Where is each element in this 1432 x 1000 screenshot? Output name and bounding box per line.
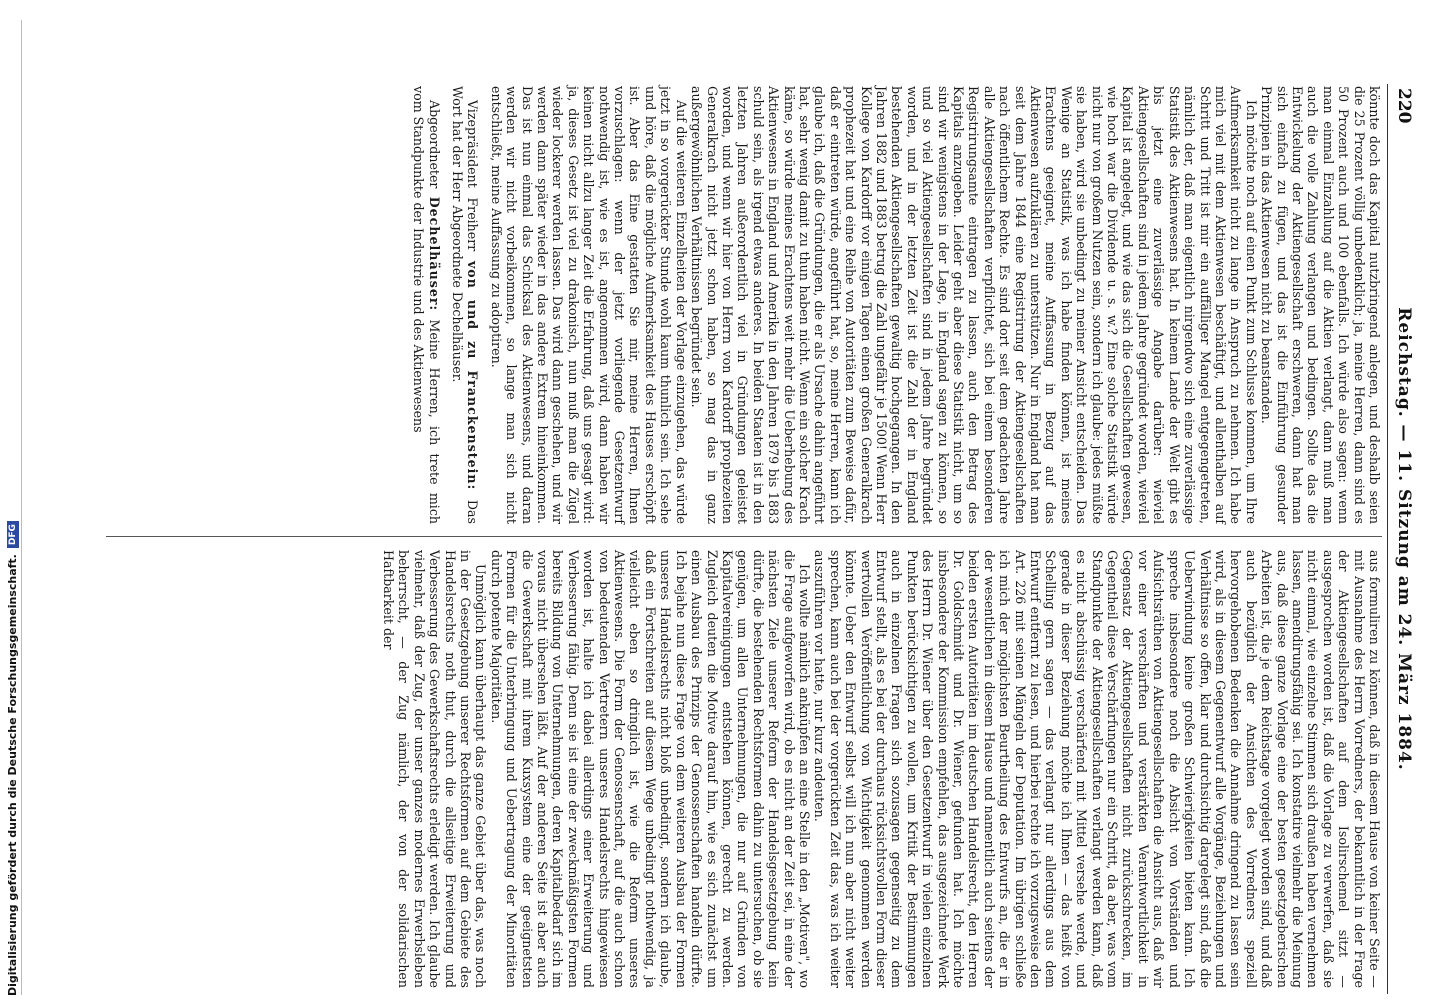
paragraph: könnte doch das Kapital nutzbringend anlegen, und deshalb seien die 25 Prozent völlig unbedenklich; ja, meine Herren, dann sind es 50 Prozent auch und 100 ebenfalls. Ich würde also sagen: wenn man einmal Einzahlung auf die Aktien verlangt, dann muß man auch die volle Zahlung verlangen und bedingen. Sollte das die Entwickelung der Aktiengesellschaft erschweren, dann hat man sich einfach zu fügen, und das ist die Einführung gesunder Prinzipien in das Aktienwesen nicht zu beanstanden. xyxy=(1259,86,1382,524)
page-header xyxy=(1390,84,1416,994)
paragraph: aus formuliren zu können, daß in diesem Hause von keiner Seite — mit Ausnahme des Herrn Vorredners, der bekanntlich in der Frage der Aktiengesellschaften auf dem Isolirschemel sitzt — ausgesprochen worden ist, daß die Vorlage zu verwerfen, daß sie nicht einmal, wie einzelne Stimmen sich draußen haben vernehmen lassen, amendirungsfähig sei. Ich konstatire vielmehr die Meinung aus, daß diese ganze Vorlage eine der besten gesetzgeberischen Arbeiten ist, die je dem Reichstage vorgelegt worden sind, und daß auch bezüglich der Ansichten des Vorredners speziell hervorgehobenen Bedenken die Annahme dringend zu lassen sein wird, als in diesem Gegenentwurf alle Vorgänge, Beziehungen und Verhältnisse so offen, klar und durchsichtig dargelegt sind, daß die Ueberwindung keine großen Schwierigkeiten bieten kann. Ich spreche insbesondere noch die Absicht von Vorständen und Aufsichtsräthen von Aktiengesellschaften die Ansicht aus, daß wir vor einer verschärften und verstärkten Verantwortlichkeit in Gegensatz der Aktiengesellschaften nicht zurückschrecken, im Gegentheil diese Verschärfungen nur ein Schritt, da aber, was vom Standpunkte der Aktiengesellschaften verlangt werden kann, daß es nicht abschüssig verschärfend mit Mittel versehe werde, und gerade in dieser Beziehung möchte ich Ihnen — das heißt von Schelling gern sagen — das verlangt nur allerdings aus dem Entwurf entfernt zu lesen, und hierbei rechte ich vorzugsweise den Art. 226 mit seinen Mängeln der Deputation. Im übrigen schließe ich mich der möglichsten Beurtheilung des Entwurfs an, die er in der wesentlichen in diesem Hause und namentlich auch seitens der beiden ersten Autoritäten im deutschen Handelsrecht, den Herren Dr. Goldschmidt und Dr. Wiener, gefunden hat. Ich möchte insbesondere der Kommission empfehlen, das ausgezeichnete Werk des Herrn Dr. Wiener über den Gesetzentwurf in vielen einzelnen Punkten berücksichtigen zu wollen, um Kritik der Bestimmungen auch in einzelnen Fragen sich sozusagen gegenseitig zu dem Entwurf stellt, als es bei der durchaus rücksichtsvollen Form dieser wertvollen Veröffentlichung von Wichtigkeit genommen werden könnte. Ueber den Entwurf selbst will ich nun aber nicht weiter sprechen, kann auch bei der vorgerückten Zeit das, was ich weiter auszuführen vor hatte, nur kurz andeuten. xyxy=(812,550,1382,988)
digitization-note xyxy=(6,521,19,996)
speaker-name: von und zu Franckenstein: xyxy=(465,260,481,491)
page-title: Reichstag. — 11. Sitzung am 24. März 1884. xyxy=(1394,307,1414,771)
page-number: 220 xyxy=(1394,88,1414,124)
header-rule xyxy=(1387,84,1388,994)
speaker-text: Das Wort hat der Herr Abgeordnete Dechelhäuser. xyxy=(450,86,481,524)
paragraph: Auf die weiteren Einzelheiten der Vorlage einzugehen, das würde jetzt in so vorgerückter Stunde wohl kaum thunlich sein. Ich sehe und höre, daß die mögliche Aufmerksamkeit des Hauses erschöpft ist. Aber das Eine gestatten Sie mir, meine Herren, Ihnen vorzuschlagen: wenn der jetzt vorliegende Gesetzentwurf nothwendig ist, wie es ist, angenommen wird, dann haben wir keinen nicht allzu langer Zeit die Erfahrung, daß uns gesagt wird: ja, dieses Gesetz ist viel zu drakonisch, nun muß man die Zügel wieder lockerer werden lassen. Das wird dann geschehen, und wir werden dann später wieder in das andere Extrem hineinkommen. Das ist nun einmal das Schicksal des Aktienwesens, und daran werden wir nicht vorbeikommen, so lange man sich nicht entschließt, meine Auffassung zu adoptiren. xyxy=(488,86,689,524)
scan-edge-line xyxy=(21,20,22,995)
left-column xyxy=(411,86,1382,524)
speaker-text: Meine Herren, ich trete mich vom Standpunkte der Industrie und des Aktienwesens xyxy=(411,86,442,524)
speaker-paragraph-dechelhaeuser xyxy=(411,86,442,524)
speaker-prefix: Abgeordneter xyxy=(426,100,442,189)
paragraph: Ich wollte nämlich anknüpfen an eine Stelle in den „Motiven", wo die Frage aufgeworfen wird, ob es nicht an der Zeit sei, in eine der nächsten Ziele unserer Reform der Handelsgesetzgebung kein dürfte, die bestehenden Rechtsformen dahin zu untersuchen, ob sie genügen, um allen Unternehmungen, die nur auf Gründen von Kapitalvereinigungen entstehen können, gerecht zu werden. Zugleich deuten die Motive darauf hin, wie es sich zunächst um einen Ausbau des Prinzips der Genossenschaften handeln dürfte. Ich bejahe nun diese Frage von dem weiteren Ausbau der Formen unseres Handelsrechts nicht bloß unbedingt, sondern ich glaube, daß ein Fortschreiten auf diesem Wege unbedingt nothwendig, ja vielleicht eben so dringlich ist, wie die Reform unseres Aktienwesens. Die Form der Genossenschaft, auf die auch schon von bedeutenden Vertretern unseres Handelsrechts hingewiesen worden ist, halte ich dabei allerdings einer Erweiterung und Verbesserung fähig. Denn sie ist eine der zweckmäßigsten Formen bereits Bildung von Unternehmungen, deren Kapitalbedarf sich im voraus nicht übersehen läßt. Auf der anderen Seite ist aber auch die Gewerkschaft mit ihrem Kuxsystem eine der geeignetsten Formen für die Unterbringung und Uebertragung der Minoritäten durch potente Majoritäten. xyxy=(488,550,812,988)
speaker-paragraph-vicepresident xyxy=(450,86,481,524)
speaker-name: Dechelhäuser: xyxy=(426,196,442,312)
paragraph: Unmöglich kann überhaupt das ganze Gebiet über das, was noch in der Gesetzgebung unserer Rechtsformen auf dem Gebiete des Handelsrechts noth thut, durch die allseitige Erweiterung und Verbesserung des Gewerkschaftsrechts erledigt werden. Ich glaube vielmehr, daß der Zug, der unser ganzes modernes Erwerbsleben beherrscht, — der Zug nämlich, der von der solidarischen Haftbarkeit der xyxy=(381,550,489,988)
digitization-text: Digitalisierung gefördert durch die Deutsche Forschungsgemeinschaft. xyxy=(6,554,19,996)
newspaper-page xyxy=(100,84,1416,994)
paragraph: Ich möchte noch auf einen Punkt zum Schlusse kommen, um Ihre Aufmerksamkeit nicht zu lange in Anspruch zu nehmen. Ich habe mich viel mit dem Aktienwesen beschäftigt, und allenthalben auf Schritt und Tritt ist mir ein auffälliger Mangel entgegengetreten, nämlich der, daß man eigentlich nirgendwo sich eine zuverlässige Statistik des Aktienwesens hat. In keinem Lande der Welt gibt es bis jetzt eine zuverlässige Angabe darüber: wieviel Aktiengesellschaften sind in jedem Jahre gegründet worden, wieviel Kapital ist angelegt, und wie das sich die Gesellschaften gewesen, wie hoch war die Dividende u. s. w.? Eine solche Statistik würde nicht nur von großem Nutzen sein, sondern ich glaube: jedes müßte sie haben, wird sie unbedingt zu meiner Ansicht entscheiden. Das Wenige an Statistik, was ich habe finden können, ist meines Erachtens geeignet, meine Auffassung in Bezug auf das Aktienwesen aufzuklären zu unterstützen. Nur in England hat man seit dem Jahre 1844 eine Registrirung der Aktiengesellschaften nach öffentlichem Rechte. Es sind dort seit dem gedachten Jahre alle Aktiengesellschaften verpflichtet, sich bei einem besonderen Registrirungsamte eintragen zu lassen, auch den Betrag des Kapitals anzugeben. Leider geht aber diese Statistik nicht, um so sind wir wenigstens in der Lage, in England sagen zu können, so und so viel Aktiengesellschaften sind in jedem Jahre begründet worden, und in der letzten Zeit ist die Zahl der in England bestehenden Aktiengesellschaften gewaltig hochgegangen. In den Jahren 1882 und 1883 betrug die Zahl ungefähr je 1500! Wenn Herr Kollege von Kardorff vor einigen Tagen einen großen Generalkrach prophezeit hat und eine Reihe von Autoritäten zum Beweise dafür, daß er eintreten würde, angeführt hat, so, meine Herren, kann ich glaube ich, daß die Gründungen, die er als Ursache dahin angeführt hat, sehr wenig damit zu thun haben nicht. Wenn ein solcher Krach käme, so würde meines Erachtens weit mehr die Ueberhebung des Aktienwesens in England und Amerika in den Jahren 1879 bis 1883 schuld sein, als irgend etwas anderes. In beiden Staaten ist in den letzten Jahren außerordentlich viel in Gründungen geleistet worden, und wenn wir hier von Herrn von Kardorff prophezeiten Generalkrach nicht jetzt schon haben, so mag das in ganz außergewöhnlichen Verhältnissen begründet sein. xyxy=(689,86,1259,524)
right-column xyxy=(381,550,1382,988)
column-divider xyxy=(106,536,1382,537)
speaker-prefix: Vizepräsident Freiherr xyxy=(465,100,481,252)
dfg-logo: DFG xyxy=(7,521,19,548)
